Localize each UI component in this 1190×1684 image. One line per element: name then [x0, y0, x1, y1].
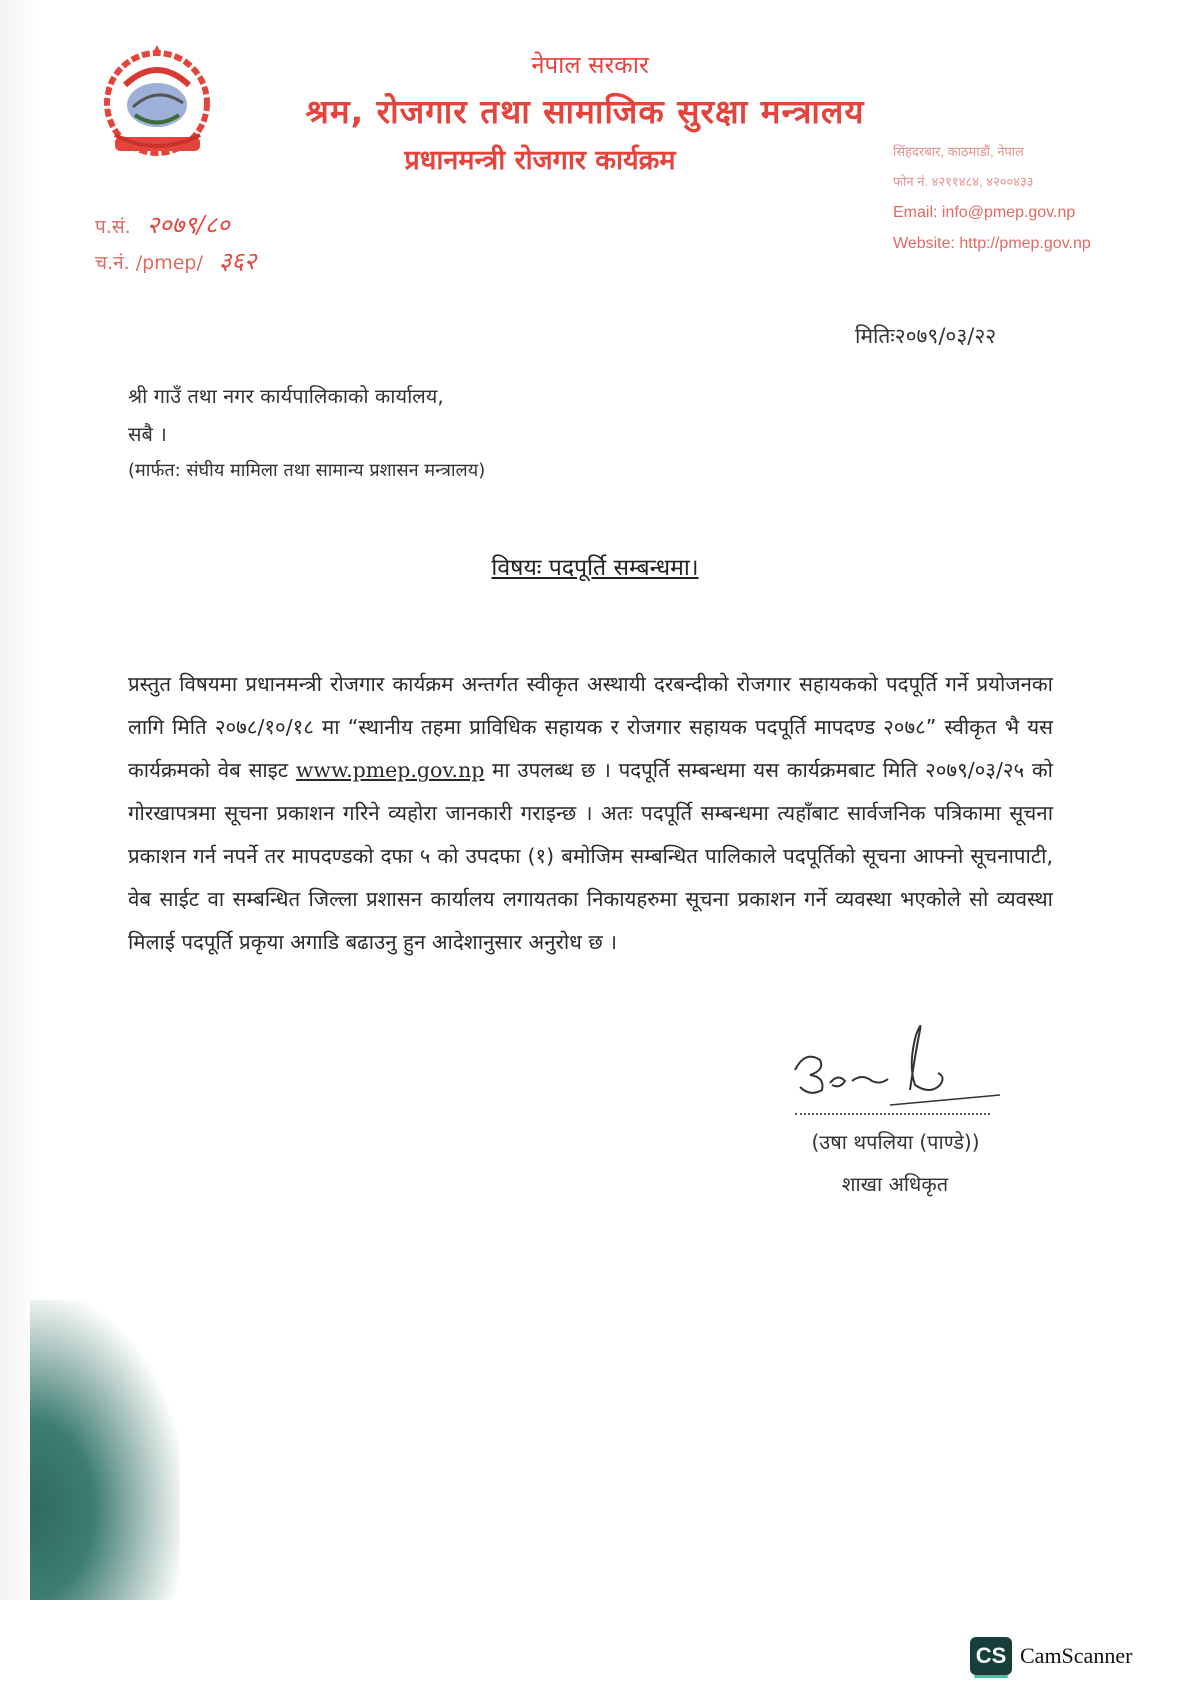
website-link[interactable]: www.pmep.gov.np [295, 758, 485, 782]
chalani-label: च.नं. /pmep/ [95, 252, 203, 274]
chalani-number [95, 244, 256, 277]
addressee-line-1: श्री गाउँ तथा नगर कार्यपालिकाको कार्यालय, [128, 384, 444, 408]
patra-sankhya [95, 208, 230, 241]
signature-line [795, 1113, 990, 1115]
signatory-name: (उषा थपलिया (पाण्डे)) [811, 1130, 980, 1154]
body-part-2: मा उपलब्ध छ । पदपूर्ति सम्बन्धमा यस कार्यक्रमबाट मिति २०७९/०३/२५ को गोरखापत्रमा सूचना प्रकाशन गरिने व्यहोरा जानकारी गराइन्छ । अतः पदपूर्ति सम्बन्धमा त्यहाँबाट सार्वजनिक पत्रिकामा सूचना प्रकाशन गर्न नपर्ने तर मापदण्डको दफा ५ को उपदफा (१) बमोजिम सम्बन्धित पालिकाले पदपूर्तिको सूचना आफ्नो सूचनापाटी, वेब साईट वा सम्बन्धित जिल्ला प्रशासन कार्यालय लगायतका निकायहरुमा सूचना प्रकाशन गर्ने व्यवस्था भएकोले सो व्यवस्था मिलाई पदपूर्ति प्रकृया अगाडि बढाउनु हुन आदेशानुसार अनुरोध छ । [128, 758, 1053, 954]
patra-label: प.सं. [95, 216, 131, 238]
letter-date: मितिः२०७९/०३/२२ [855, 324, 997, 348]
camscanner-watermark [970, 1637, 1132, 1675]
contact-website: Website: http://pmep.gov.np [893, 235, 1091, 252]
body-part-1: प्रस्तुत विषयमा प्रधानमन्त्री रोजगार कार्यक्रम अन्तर्गत स्वीकृत अस्थायी दरबन्दीको रोजगार सहायकको पदपूर्ति गर्ने प्रयोजनका लागि मिति २०७८/१०/१८ मा “स्थानीय तहमा प्राविधिक सहायक र रोजगार सहायक पदपूर्ति मापदण्ड २०७८” स्वीकृत भै यस कार्यक्रमको वेब साइट [128, 672, 1053, 782]
header-government: नेपाल सरकार [531, 51, 649, 79]
camscanner-logo-icon: CS [970, 1637, 1012, 1675]
letter-body [128, 663, 1053, 964]
signature-icon [790, 1015, 1020, 1115]
camscanner-text: CamScanner [1020, 1643, 1133, 1668]
contact-phone: फोन नं. ४२११४८४, ४२००४३३ [893, 174, 1034, 189]
letter-subject: विषयः पदपूर्ति सम्बन्धमा। [491, 555, 699, 581]
chalani-value: ३६२ [218, 247, 257, 275]
addressee-line-3: (मार्फत: संघीय मामिला तथा सामान्य प्रशासन मन्त्रालय) [128, 460, 486, 481]
contact-email: Email: info@pmep.gov.np [893, 204, 1076, 221]
contact-address: सिंहदरबार, काठमाडौं, नेपाल [893, 144, 1024, 159]
patra-value: २०७९/८० [146, 211, 230, 239]
addressee-line-2: सबै । [128, 422, 167, 446]
scan-stain [30, 1300, 180, 1600]
header-program: प्रधानमन्त्री रोजगार कार्यक्रम [404, 145, 676, 176]
signatory-title: शाखा अधिकृत [841, 1172, 949, 1196]
header-ministry: श्रम, रोजगार तथा सामाजिक सुरक्षा मन्त्रालय [305, 92, 865, 131]
